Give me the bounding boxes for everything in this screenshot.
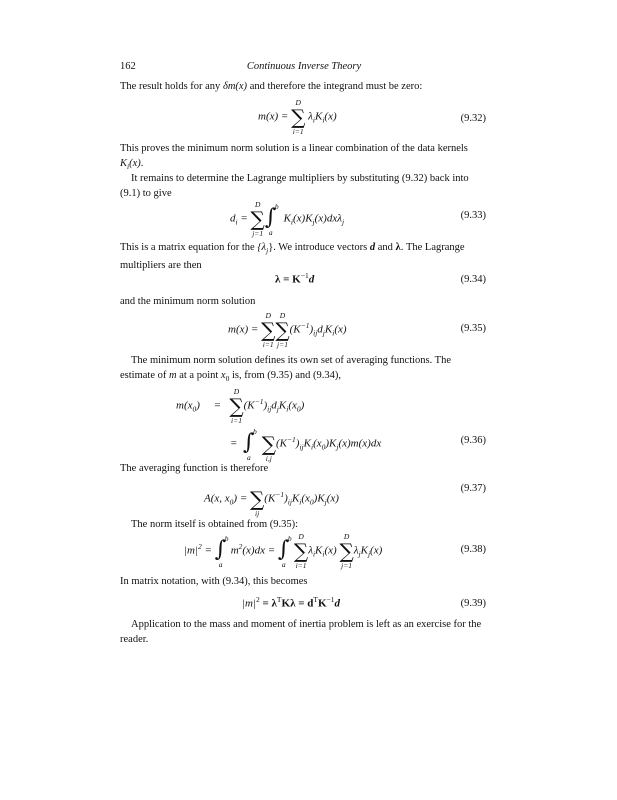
- equation-9-38: $|m|^2$ = b ∫ a $m^2(x)dx$ = b ∫ a D ∑ i=1 $\lambda_iK_i(x)$ D ∑ j=1 $\lambda_jK_j(x)$ (9.38): [184, 532, 486, 570]
- equation-9-39: $|m|^2 = \lambda^TK\lambda = d^TK^{-1}d$ (9.39): [242, 595, 486, 610]
- running-title: Continuous Inverse Theory: [246, 61, 362, 72]
- equation-9-35: m(x) = D ∑ i=1 D ∑ j=1 $(K^{-1})_{ij}d_jK_i(x)$ (9.35): [228, 311, 486, 349]
- equation-number: (9.36): [460, 435, 486, 446]
- paragraph: The result holds for any δm(x) and therefore the integrand must be zero:: [120, 81, 423, 92]
- equation-number: (9.37): [460, 483, 486, 494]
- equation-number: (9.39): [460, 598, 486, 609]
- equation-number: (9.33): [460, 210, 486, 221]
- equation-9-36-line1: $m(x_0)$ = D ∑ i=1 $(K^{-1})_{ij}d_jK_i(x_0)$: [176, 387, 305, 425]
- equation-9-36-line2: = b ∫ a ∑ i,j $(K^{-1})_{ij}K_i(x_0)K_j(x)m(x)dx$ (9.36): [230, 427, 486, 463]
- equation-number: (9.32): [460, 113, 486, 124]
- equation-9-32: m(x) = D ∑ i=1 $\lambda_iK_i(x)$ (9.32): [258, 98, 486, 136]
- paragraph: The minimum norm solution defines its own set of averaging functions. The estimate of m at a point $x_0$ is, from (9.35) and (9.34),: [120, 355, 452, 384]
- equation-number: (9.38): [460, 544, 486, 555]
- paragraph: and the minimum norm solution: [120, 296, 256, 307]
- equation-number: (9.34): [460, 274, 486, 285]
- paragraph: It remains to determine the Lagrange multipliers by substituting (9.32) back into (9.1) to give: [120, 173, 469, 199]
- page-number: 162: [120, 61, 136, 72]
- paragraph: In matrix notation, with (9.34), this becomes: [120, 576, 308, 587]
- equation-number: (9.35): [460, 323, 486, 334]
- equation-9-33: $d_i$ = D ∑ j=1 b ∫ a $K_i(x)K_j(x)dx\lambda_j$ (9.33): [230, 200, 486, 238]
- paragraph: This proves the minimum norm solution is a linear combination of the data kernels $K_i(x)$.: [120, 143, 468, 172]
- paragraph: Application to the mass and moment of inertia problem is left as an exercise for the reader.: [120, 619, 482, 645]
- paragraph: The norm itself is obtained from (9.35):: [131, 519, 299, 530]
- paragraph: This is a matrix equation for the $\{\lambda_j\}$. We introduce vectors d and λ. The Lagrange multipliers are then: [120, 242, 465, 272]
- equation-9-37: A(x, $x_0$) = ∑ ij $(K^{-1})_{ij}K_i(x_0)K_j(x)$ (9.37): [204, 483, 486, 518]
- equation-9-34: $\lambda = K^{-1}d$ (9.34): [275, 271, 486, 286]
- paragraph: The averaging function is therefore: [120, 463, 269, 474]
